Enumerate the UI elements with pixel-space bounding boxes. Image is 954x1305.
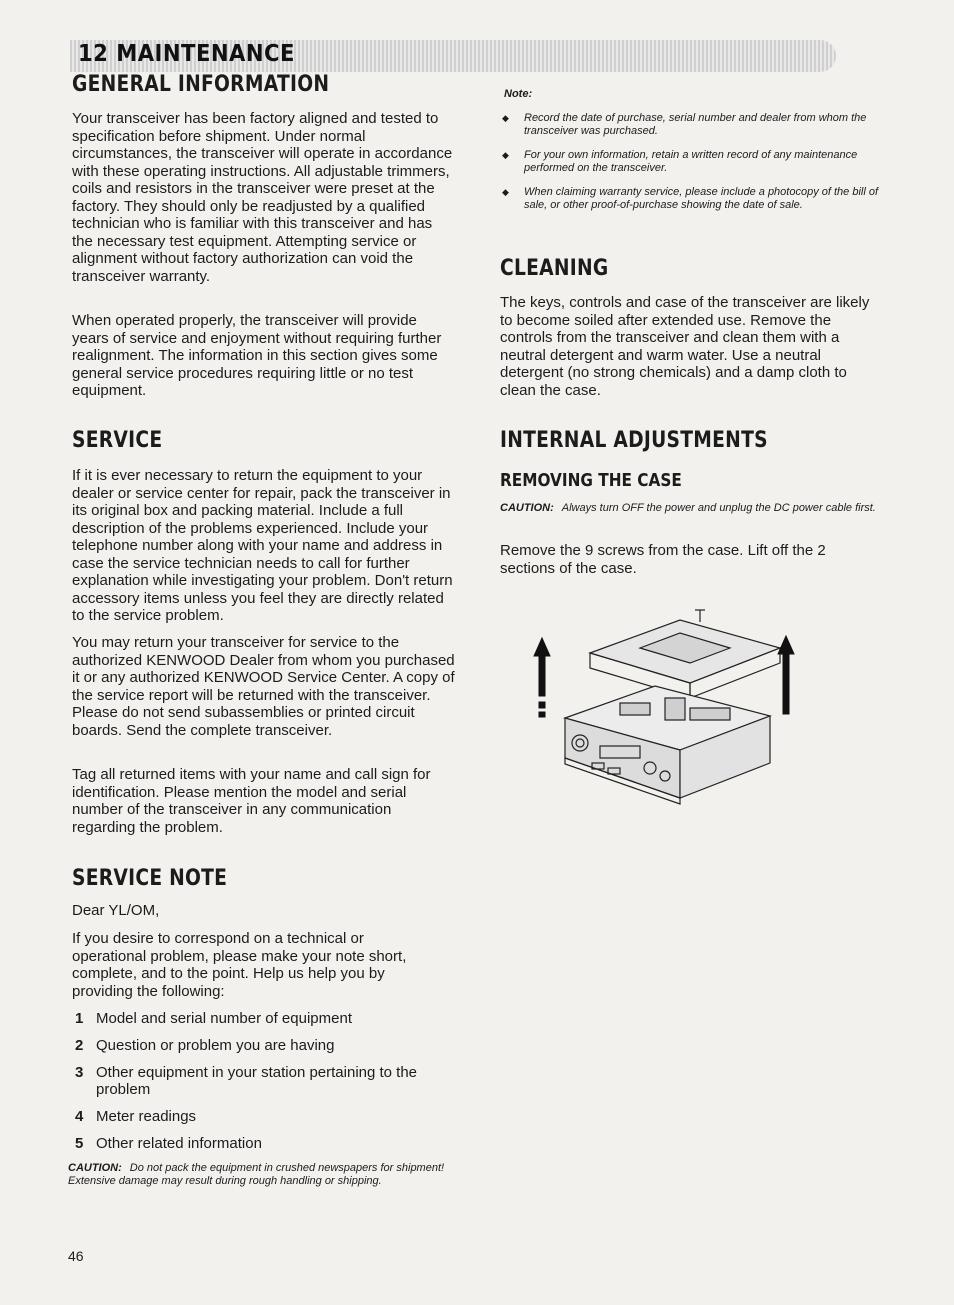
general-information-para2: When operated properly, the transceiver will provide years of service and enjoyment without requiring further realignment. The information in this section gives some general service procedures requiring little or no test equipment. — [72, 312, 442, 399]
service-para3: Tag all returned items with your name and call sign for identification. Please mention the model and serial number of the transceiver in any communication regarding the problem. — [72, 766, 431, 836]
cleaning-heading: CLEANING — [500, 256, 609, 281]
list-item: ◆ Record the date of purchase, serial number and dealer from whom the transceiver was purchased. — [502, 112, 867, 137]
cleaning-para: The keys, controls and case of the transceiver are likely to become soiled after extended use. Remove the controls from the transceiver and clean them with a neutral detergent and warm water. Use a neutral detergent (no strong chemicals) and a damp cloth to clean the case. — [500, 294, 870, 399]
general-information-para1: Your transceiver has been factory aligned and tested to specification before shipment. Under normal circumstances, the transceiver will operate in accordance with these operating instructions. All adjustable trimmers, coils and resistors in the transceiver were preset at the factory. They should only be readjusted by a qualified technician who is familiar with this transceiver and has the necessary test equipment. Attempting service or alignment without factory authorization can void the transceiver warranty. — [72, 110, 453, 285]
page-number: 46 — [68, 1248, 84, 1264]
list-item: 2 Question or problem you are having — [75, 1037, 335, 1054]
general-information-heading: GENERAL INFORMATION — [72, 72, 330, 97]
notes-list — [500, 112, 884, 223]
note-label: Note: — [504, 88, 533, 100]
service-note-intro: If you desire to correspond on a technical or operational problem, please make your note short, complete, and to the point. Help us help you by providing the following: — [72, 930, 407, 1000]
service-note-salutation: Dear YL/OM, — [72, 902, 160, 919]
caution-label: CAUTION: — [500, 502, 554, 514]
service-note-heading: SERVICE NOTE — [72, 866, 228, 891]
list-item: 3 Other equipment in your station pertaining to the problem — [75, 1064, 418, 1098]
list-item: ◆ When claiming warranty service, please include a photocopy of the bill of sale, or other proof-of-purchase showing the date of sale. — [502, 186, 879, 211]
service-para1: If it is ever necessary to return the equipment to your dealer or service center for repair, pack the transceiver in its original box and packing material. Include a full description of the problems experienced. Include your telephone number along with your name and address in case the service technician needs to call for further explanation while investigating your problem. Don't return accessory items unless you feel they are directly related to the service problem. — [72, 467, 453, 624]
case-removal-illustration — [530, 608, 830, 808]
list-item: 5 Other related information — [75, 1135, 262, 1152]
removing-case-para: Remove the 9 screws from the case. Lift off the 2 sections of the case. — [500, 542, 826, 577]
chapter-title: 12 MAINTENANCE — [78, 41, 295, 67]
service-note-list — [72, 1010, 456, 1152]
service-heading: SERVICE — [72, 428, 163, 453]
internal-adjustments-heading: INTERNAL ADJUSTMENTS — [500, 428, 768, 453]
caution-label: CAUTION: — [68, 1162, 122, 1174]
service-para2: You may return your transceiver for service to the authorized KENWOOD Dealer from whom you purchased it or any authorized KENWOOD Service Center. A copy of the service report will be returned with the transceiver. Please do not send subassemblies or printed circuit boards. Send the complete transceiver. — [72, 634, 455, 739]
list-item: 4 Meter readings — [75, 1108, 197, 1125]
removing-case-caution — [500, 502, 882, 515]
list-item: ◆ For your own information, retain a written record of any maintenance performed on the transceiver. — [502, 149, 858, 174]
list-item: 1 Model and serial number of equipment — [75, 1010, 352, 1027]
caution-text: Always turn OFF the power and unplug the DC power cable first. — [561, 502, 876, 514]
service-note-caution — [68, 1162, 458, 1188]
removing-case-subheading: REMOVING THE CASE — [500, 470, 682, 491]
caution-text: Do not pack the equipment in crushed newspapers for shipment! Extensive damage may result during rough handling or shipping. — [68, 1162, 445, 1187]
